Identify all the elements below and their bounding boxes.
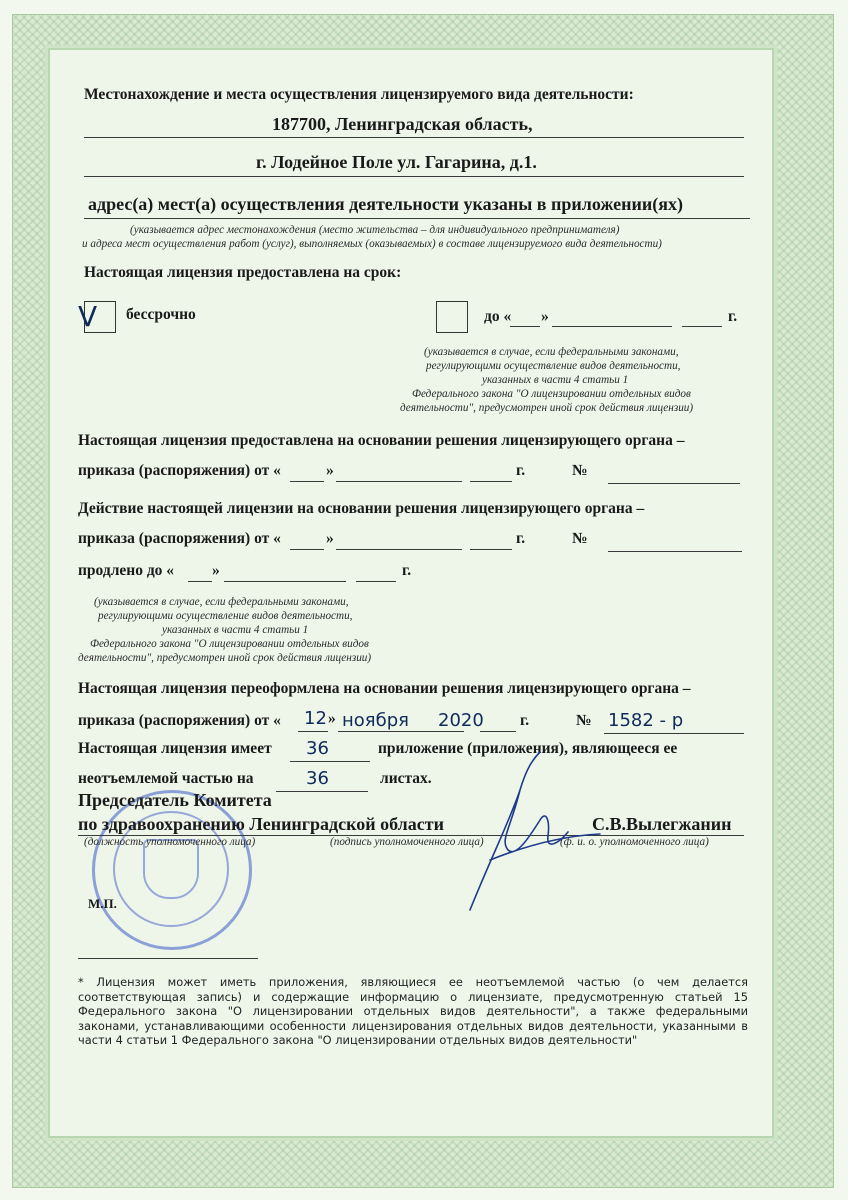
reissue-order-prefix: приказа (распоряжения) от « xyxy=(78,712,281,729)
term-note-5: деятельности", предусмотрен иной срок действия лицензии) xyxy=(400,402,694,414)
address-note-2: и адреса мест осуществления работ (услуг), выполняемых (оказываемых) в составе лицензируемого вида деятельности) xyxy=(82,238,662,250)
extended-year-suffix: г. xyxy=(402,562,412,579)
address-note-1: (указывается адрес местонахождения (место жительства – для индивидуального предпринимателя) xyxy=(130,224,620,236)
attachments-prefix: Настоящая лицензия имеет xyxy=(78,740,272,757)
reissue-number-sign: № xyxy=(576,712,592,729)
reissue-month-line xyxy=(338,731,464,732)
location-label: Местонахождение и места осуществления лицензируемого вида деятельности: xyxy=(84,86,634,103)
until-year-line xyxy=(682,326,722,327)
extension-note-3: указанных в части 4 статьи 1 xyxy=(162,624,309,636)
seal-emblem xyxy=(143,839,199,899)
address-underline-2 xyxy=(84,176,744,177)
attachments-count-line xyxy=(290,761,370,762)
basis-order-prefix: приказа (распоряжения) от « xyxy=(78,462,281,479)
extended-year-line xyxy=(356,581,396,582)
basis-number-sign: № xyxy=(572,462,588,479)
attachments-count: 36 xyxy=(306,738,329,759)
address-line-1: 187700, Ленинградская область, xyxy=(272,114,533,134)
address-underline-1 xyxy=(84,137,744,138)
reissue-quote: » xyxy=(328,710,336,727)
term-note-4: Федерального закона "О лицензировании отдельных видов xyxy=(412,388,691,400)
extended-month-line xyxy=(224,581,346,582)
position-line-1: Председатель Комитета xyxy=(78,790,272,810)
check-mark: V xyxy=(78,300,98,333)
part-prefix: неотъемлемой частью на xyxy=(78,770,254,787)
extension-number-line xyxy=(608,551,742,552)
position-line-2: по здравоохранению Ленинградской области xyxy=(78,814,444,834)
extension-year-line xyxy=(470,549,512,550)
extension-quote: » xyxy=(326,530,334,547)
signature-note: (подпись уполномоченного лица) xyxy=(330,836,484,848)
basis-number-line xyxy=(608,483,740,484)
extension-year-suffix: г. xyxy=(516,530,526,547)
extension-note-4: Федерального закона "О лицензировании отдельных видов xyxy=(90,638,369,650)
extension-note-1: (указывается в случае, если федеральными законами, xyxy=(94,596,349,608)
basis-day-line xyxy=(290,481,324,482)
extension-month-line xyxy=(336,549,462,550)
term-note-1: (указывается в случае, если федеральными законами, xyxy=(424,346,679,358)
until-checkbox xyxy=(436,301,468,333)
until-quote: » xyxy=(541,308,549,325)
extension-day-line xyxy=(290,549,324,550)
reissue-number-line xyxy=(604,733,744,734)
until-year-suffix: г. xyxy=(728,308,738,325)
handwritten-signature xyxy=(450,740,610,920)
position-note: (должность уполномоченного лица) xyxy=(84,836,256,848)
reissue-number: 1582 - р xyxy=(608,710,684,731)
term-note-2: регулирующими осуществление видов деятельности, xyxy=(426,360,681,372)
attachments-suffix: приложение (приложения), являющееся ее xyxy=(378,740,678,757)
reissue-day-line xyxy=(298,731,328,732)
extended-quote: » xyxy=(212,562,220,579)
extension-order-prefix: приказа (распоряжения) от « xyxy=(78,530,281,547)
reissue-label: Настоящая лицензия переоформлена на основании решения лицензирующего органа – xyxy=(78,680,691,697)
reissue-year: 2020 xyxy=(438,710,484,731)
attachments-sheets: 36 xyxy=(306,768,329,789)
reissue-month: ноября xyxy=(342,710,409,731)
basis-month-line xyxy=(336,481,462,482)
basis-year-line xyxy=(470,481,512,482)
term-label: Настоящая лицензия предоставлена на срок: xyxy=(84,264,402,281)
extension-label: Действие настоящей лицензии на основании решения лицензирующего органа – xyxy=(78,500,645,517)
attachments-sheets-line xyxy=(276,791,368,792)
name-note: (ф. и. о. уполномоченного лица) xyxy=(560,836,709,848)
extended-prefix: продлено до « xyxy=(78,562,175,579)
part-suffix: листах. xyxy=(380,770,432,787)
reissue-day: 12 xyxy=(304,708,327,729)
until-prefix: до « xyxy=(484,308,512,325)
extended-day-line xyxy=(188,581,212,582)
signer-name: С.В.Вылегжанин xyxy=(592,814,732,834)
until-month-line xyxy=(552,326,672,327)
indefinite-label: бессрочно xyxy=(126,306,196,323)
extension-note-5: деятельности", предусмотрен иной срок действия лицензии) xyxy=(78,652,372,664)
reissue-year-suffix: г. xyxy=(520,712,530,729)
address-line-3: адрес(а) мест(а) осуществления деятельности указаны в приложении(ях) xyxy=(88,194,684,214)
footnote: * Лицензия может иметь приложения, являющиеся ее неотъемлемой частью (о чем делается соответствующая запись) и содержащие информацию о лицензиате, предусмотренную статьей 15 Федерального закона "О лицензировании отдельных видов деятельности", а также федеральными законами, устанавливающими особенности лицензирования отдельных видов деятельности, указанными в части 4 статьи 1 Федерального закона "О лицензировании отдельных видов деятельности" xyxy=(78,975,748,1048)
seal-label: М.П. xyxy=(88,896,117,911)
extension-number-sign: № xyxy=(572,530,588,547)
address-line-2: г. Лодейное Поле ул. Гагарина, д.1. xyxy=(256,152,537,172)
until-day-line xyxy=(510,326,540,327)
basis-quote: » xyxy=(326,462,334,479)
footnote-separator xyxy=(78,958,258,959)
basis-year-suffix: г. xyxy=(516,462,526,479)
term-note-3: указанных в части 4 статьи 1 xyxy=(482,374,629,386)
basis-label: Настоящая лицензия предоставлена на основании решения лицензирующего органа – xyxy=(78,432,685,449)
extension-note-2: регулирующими осуществление видов деятельности, xyxy=(98,610,353,622)
address-underline-3 xyxy=(84,218,750,219)
reissue-year-line xyxy=(480,731,516,732)
